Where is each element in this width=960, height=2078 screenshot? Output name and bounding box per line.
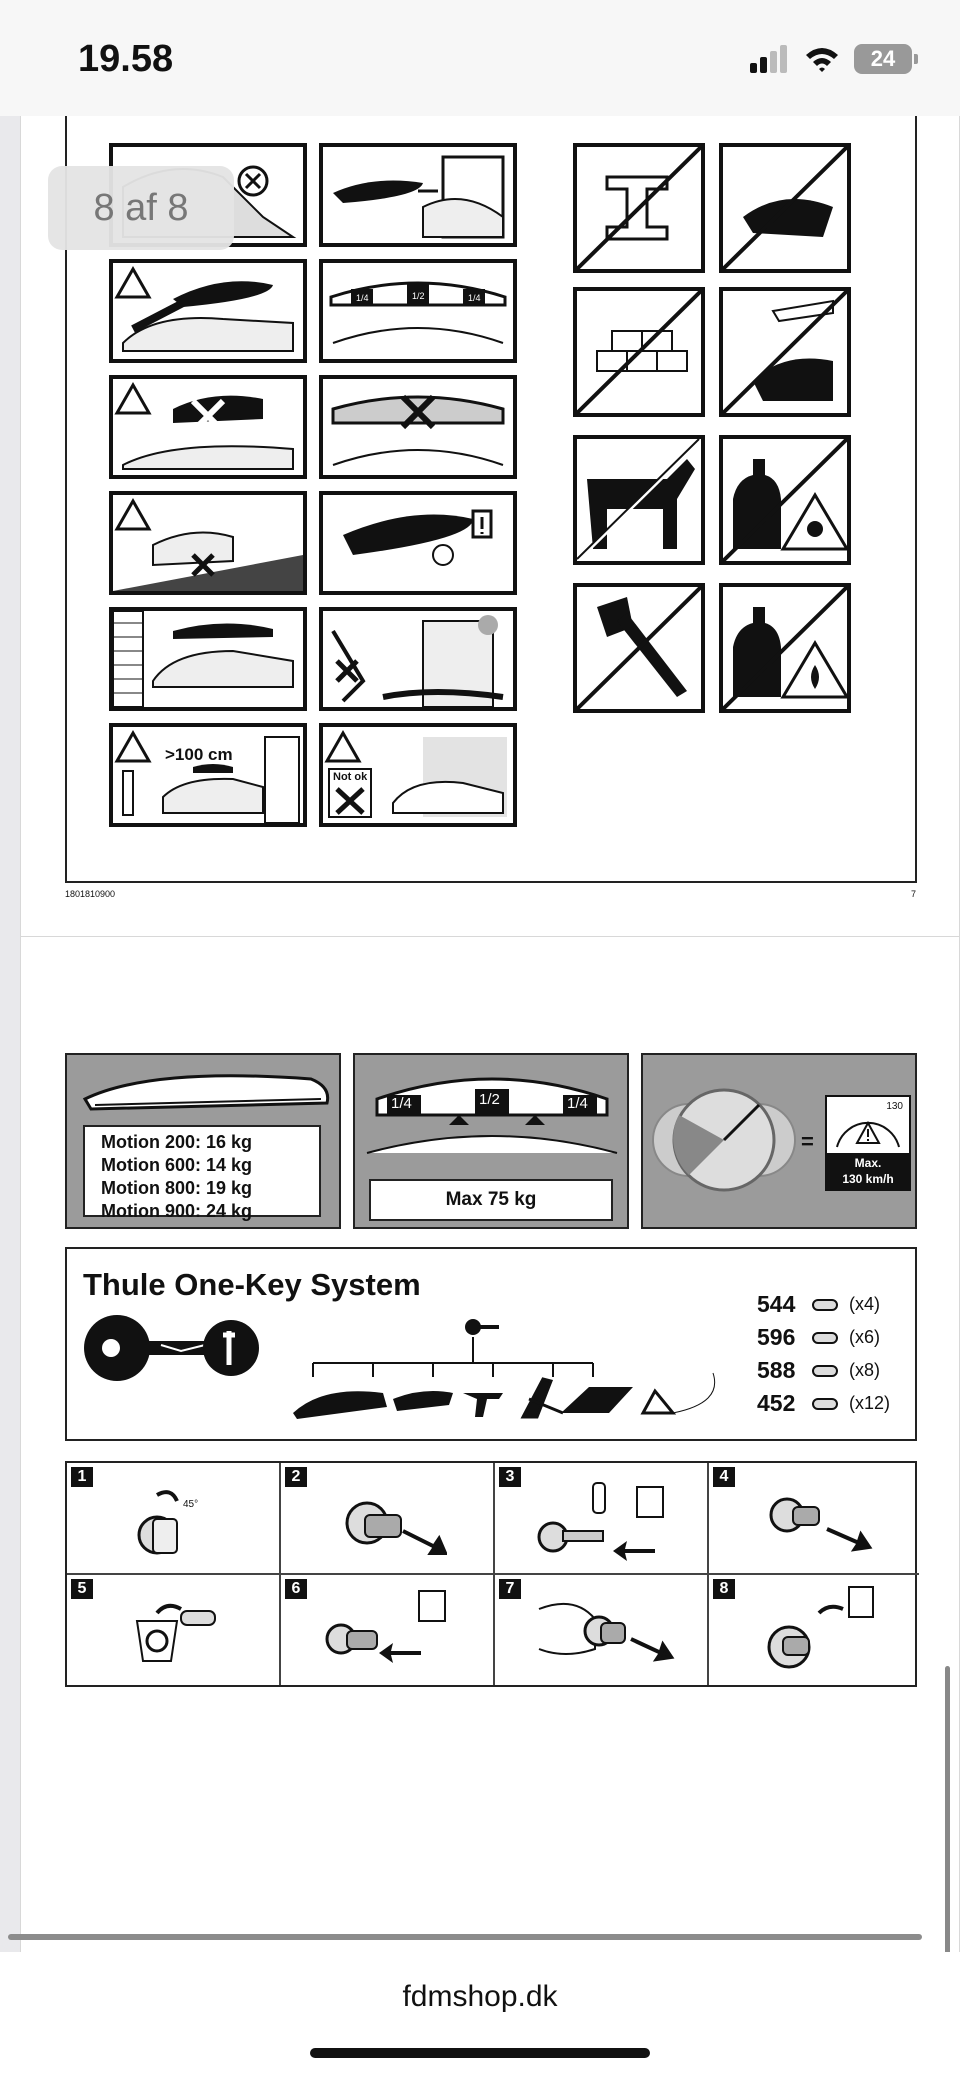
tile-no-roof-load <box>109 375 307 479</box>
step-number: 7 <box>499 1579 521 1599</box>
cellular-signal-icon <box>750 45 790 73</box>
no-steel-beam-icon <box>573 143 705 273</box>
box-check-illustration <box>323 495 513 591</box>
equals-sign: = <box>801 1129 814 1154</box>
step-4 <box>709 1463 919 1575</box>
weight-item: Motion 900: 24 kg <box>101 1201 253 1221</box>
status-time: 19.58 <box>78 38 174 80</box>
max-speed-title: Max. <box>854 1156 882 1170</box>
step-number: 6 <box>285 1579 307 1599</box>
step-number: 4 <box>713 1467 735 1487</box>
tile-load-distribution <box>319 259 517 363</box>
tile-carwash <box>319 143 517 247</box>
road-illustration <box>113 495 303 591</box>
page-number: 7 <box>911 889 917 899</box>
url-label[interactable]: fdmshop.dk <box>402 1980 558 2013</box>
compatible-products-diagram <box>293 1313 733 1433</box>
lock-item <box>757 1324 907 1351</box>
weight-item: Motion 800: 19 kg <box>101 1178 253 1198</box>
lock-count: (x12) <box>849 1393 891 1413</box>
document-number: 1801810900 <box>65 889 116 899</box>
lock-number: 596 <box>757 1324 796 1350</box>
step-number: 3 <box>499 1467 521 1487</box>
storage-illustration <box>323 611 513 707</box>
document-page-8 <box>20 936 960 1956</box>
insert-cylinder-icon <box>321 1589 461 1679</box>
insert-key-icon <box>533 1477 673 1567</box>
no-sharp-tools-icon <box>573 583 705 713</box>
tile-wind-loading <box>109 259 307 363</box>
lock-turn-icon <box>127 1485 227 1565</box>
lock-item <box>757 1357 907 1384</box>
lock-cylinder-icon <box>811 1363 841 1379</box>
height-label: >100 cm <box>165 745 233 764</box>
lock-number: 452 <box>757 1390 796 1416</box>
lock-cylinder-icon <box>811 1330 841 1346</box>
key-icon <box>81 1313 261 1383</box>
step-1 <box>67 1463 281 1575</box>
gauge-number: 130 <box>886 1101 903 1112</box>
weights-panel <box>65 1053 341 1229</box>
overfilled-box-illustration <box>323 379 513 475</box>
loading-illustration <box>113 263 303 359</box>
overloading-illustration <box>113 379 303 475</box>
wifi-icon <box>804 45 840 73</box>
lock-item <box>757 1291 907 1318</box>
garage-illustration <box>113 611 303 707</box>
tile-no-overload <box>319 375 517 479</box>
document-page-7 <box>20 116 960 1024</box>
no-animals-icon <box>573 435 705 565</box>
load-panel <box>353 1053 629 1229</box>
tile-not-ok <box>319 723 517 827</box>
lock-count: (x8) <box>849 1360 880 1380</box>
step-6 <box>281 1575 495 1685</box>
lock-number: 544 <box>757 1291 796 1317</box>
no-flammables-icon <box>719 583 851 713</box>
one-key-title: Thule One-Key System <box>83 1267 421 1302</box>
step-2 <box>281 1463 495 1575</box>
max-speed-label <box>827 1153 909 1189</box>
step-number: 8 <box>713 1579 735 1599</box>
lock-count: (x6) <box>849 1327 880 1347</box>
pdf-viewer[interactable] <box>0 116 960 1956</box>
horizontal-scrollbar[interactable] <box>8 1934 922 1940</box>
lock-cylinder-icon <box>811 1396 841 1412</box>
fraction-label: 1/4 <box>468 293 481 303</box>
hand-remove-key-icon <box>535 1589 695 1679</box>
load-distribution-illustration <box>323 263 513 359</box>
lock-item <box>757 1390 907 1417</box>
vertical-scrollbar[interactable] <box>945 1666 950 1956</box>
max-speed-sign <box>825 1095 911 1191</box>
rotate-cylinder-icon <box>127 1591 227 1671</box>
max-load-label: Max 75 kg <box>369 1179 613 1221</box>
lock-count: (x4) <box>849 1294 880 1314</box>
speed-panel <box>641 1053 917 1229</box>
fraction-label: 1/4 <box>567 1095 588 1112</box>
one-key-system-panel <box>65 1247 917 1441</box>
lock-number: 588 <box>757 1357 796 1383</box>
fraction-label: 1/2 <box>479 1091 500 1108</box>
no-gravel-icon <box>719 143 851 273</box>
browser-address-bar[interactable] <box>0 1952 960 2078</box>
step-number: 5 <box>71 1579 93 1599</box>
roof-box-icon <box>71 1063 341 1127</box>
step-5 <box>67 1575 281 1685</box>
lock-box-icon <box>759 1585 879 1675</box>
step-7 <box>495 1575 709 1685</box>
height-illustration <box>113 727 303 823</box>
fraction-label: 1/4 <box>356 293 369 303</box>
no-corrosive-icon <box>719 287 851 417</box>
step-number: 1 <box>71 1467 93 1487</box>
carwash-illustration <box>323 147 513 243</box>
weight-item: Motion 200: 16 kg <box>101 1132 253 1152</box>
status-bar <box>0 0 960 116</box>
no-bricks-icon <box>573 287 705 417</box>
step-3 <box>495 1463 709 1575</box>
lock-steps-grid <box>65 1461 917 1687</box>
lock-cylinder-icon <box>811 1297 841 1313</box>
tile-check-lock <box>319 491 517 595</box>
battery-indicator: 24 <box>854 44 912 74</box>
weight-item: Motion 600: 14 kg <box>101 1155 253 1175</box>
page-indicator: 8 af 8 <box>48 166 234 250</box>
home-indicator[interactable] <box>310 2048 650 2058</box>
status-icons <box>750 44 912 74</box>
no-explosives-icon <box>719 435 851 565</box>
pull-cylinder-icon <box>763 1485 873 1565</box>
tile-height-warning <box>109 723 307 827</box>
tile-storage <box>319 607 517 711</box>
tile-garage-clearance <box>109 607 307 711</box>
fraction-label: 1/4 <box>391 1095 412 1112</box>
max-speed-value: 130 km/h <box>842 1172 894 1186</box>
tile-falling-load <box>109 491 307 595</box>
weight-list <box>83 1125 321 1221</box>
step-8 <box>709 1575 919 1685</box>
angle-label: 45° <box>183 1499 199 1510</box>
not-ok-label: Not ok <box>333 771 368 783</box>
step-number: 2 <box>285 1467 307 1487</box>
speedometer-icon <box>649 1085 799 1195</box>
remove-key-icon <box>337 1487 447 1567</box>
fraction-label: 1/2 <box>412 291 425 301</box>
